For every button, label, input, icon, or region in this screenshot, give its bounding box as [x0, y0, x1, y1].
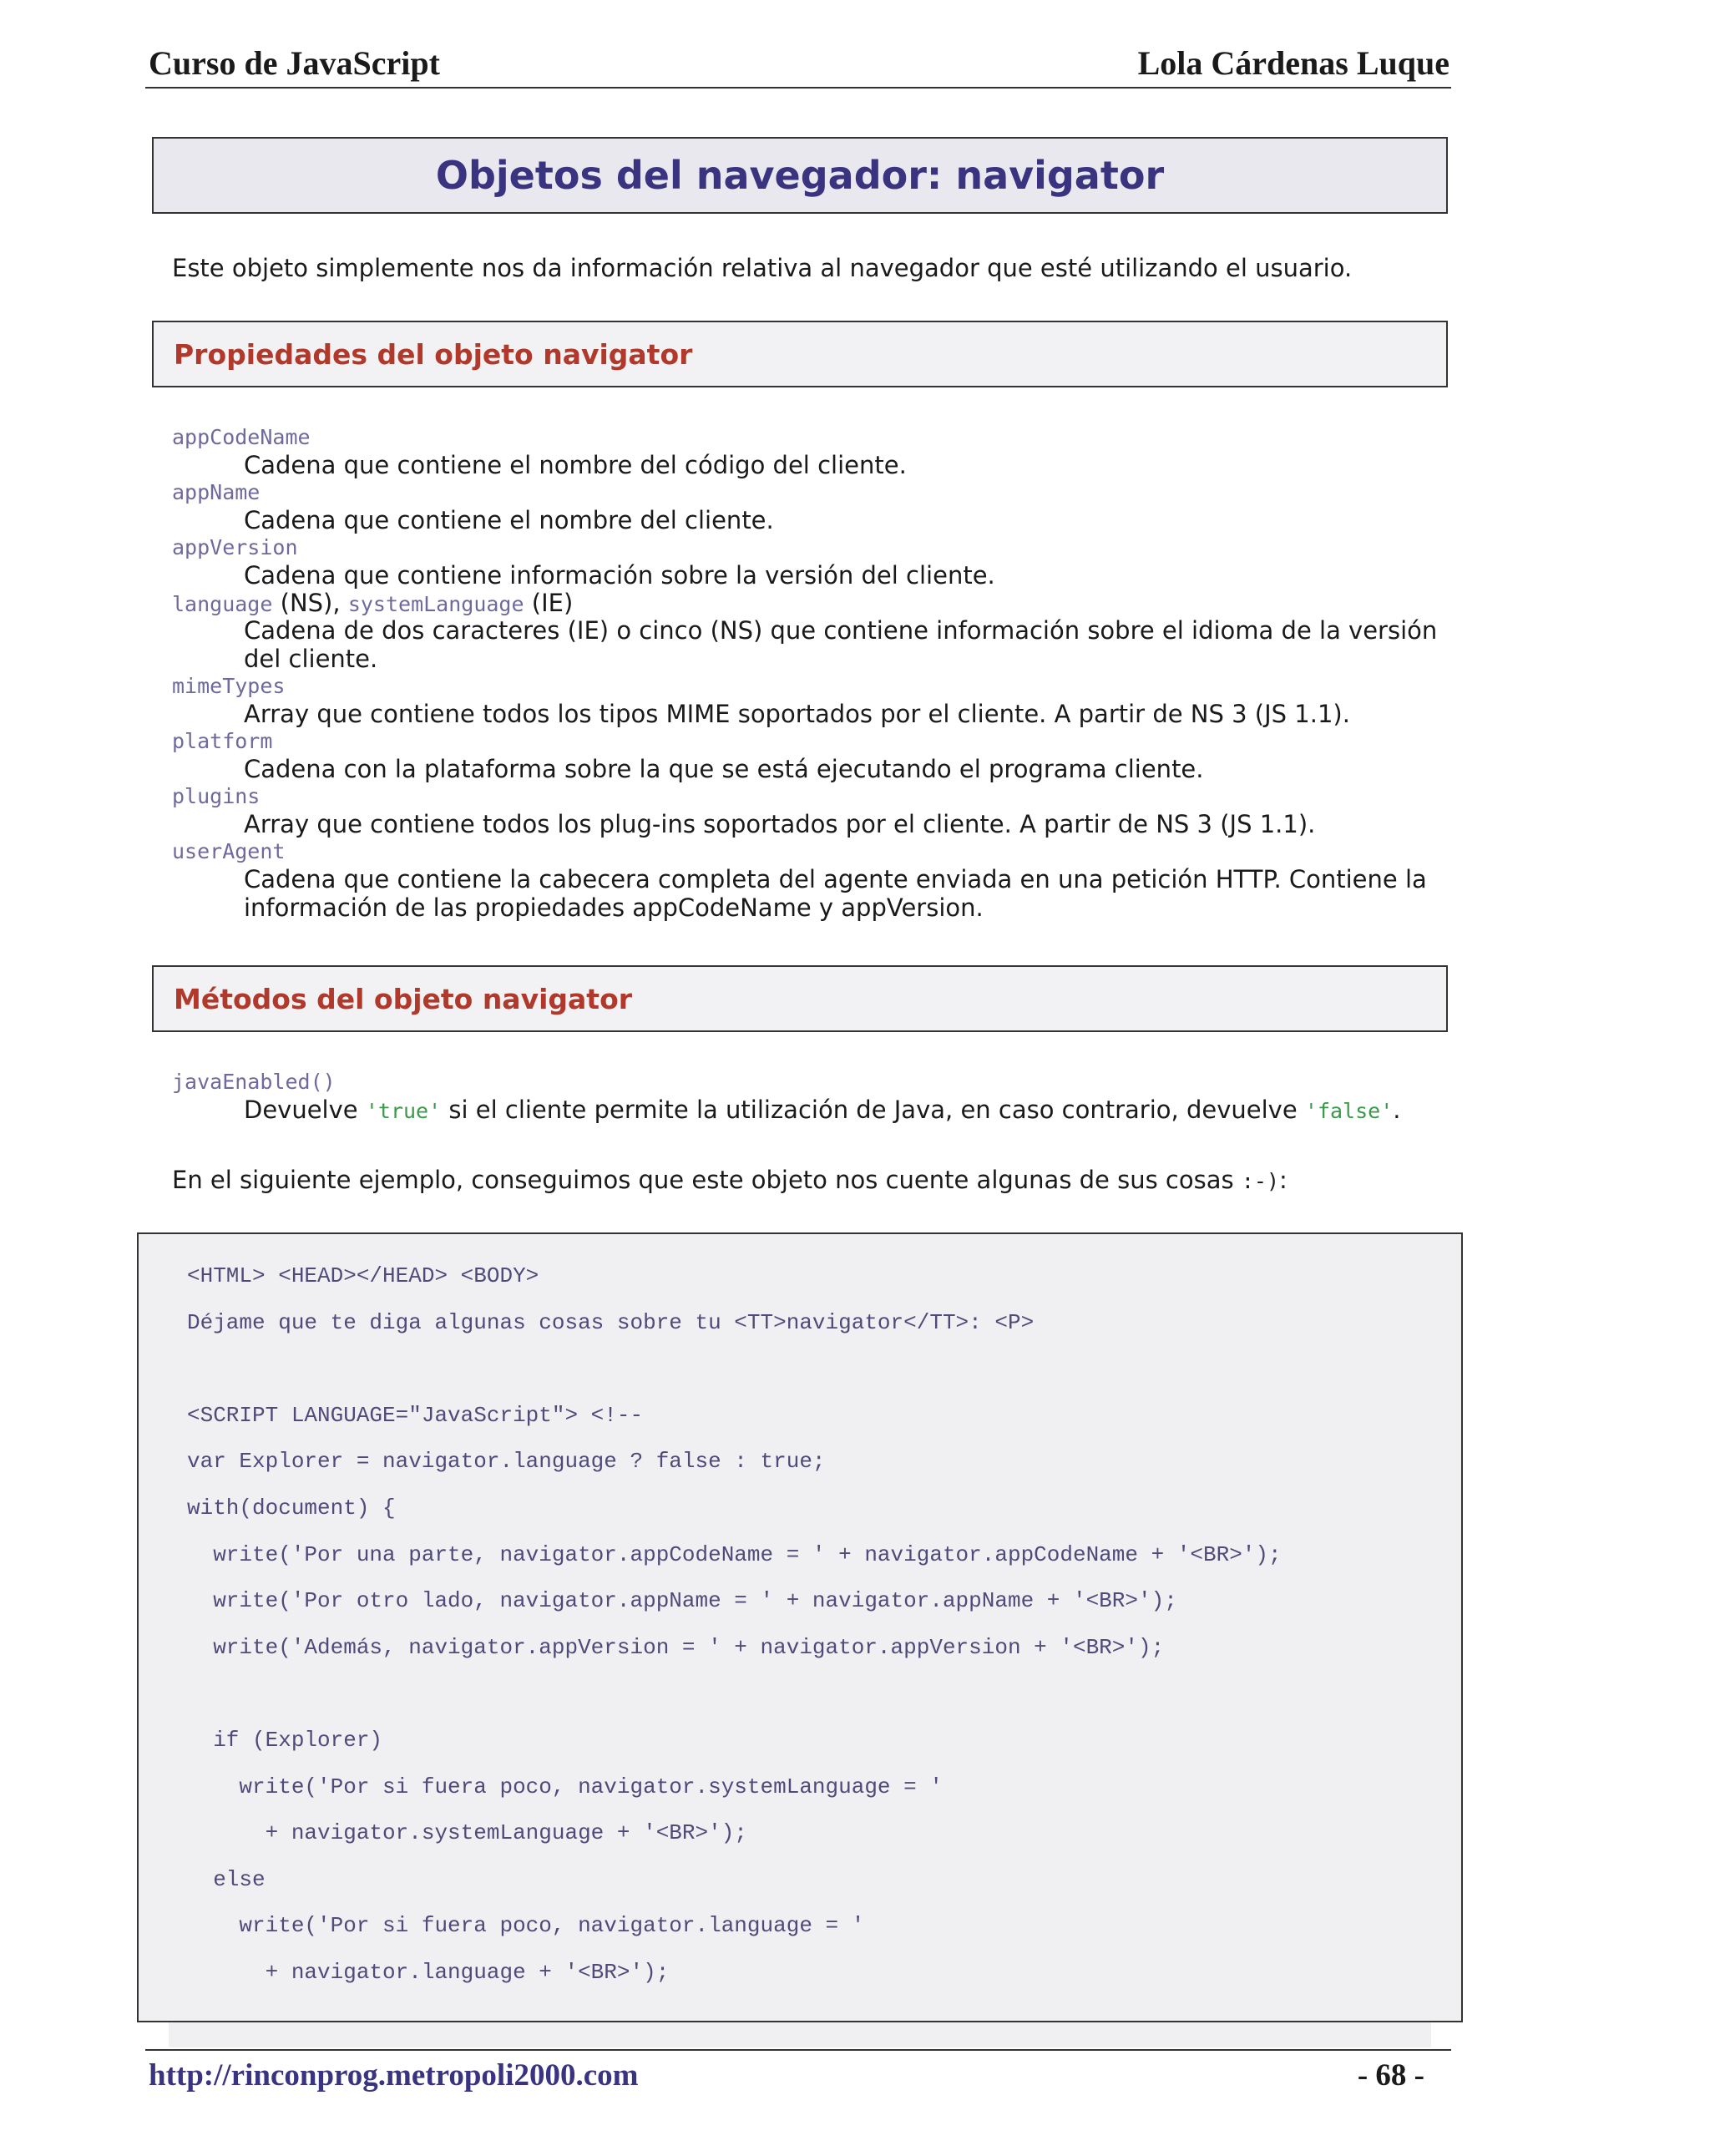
example-intro-text: En el siguiente ejemplo, conseguimos que este objeto nos cuente algunas de sus cosas	[172, 1166, 1242, 1194]
property-term: userAgent	[172, 839, 286, 863]
code-line: + navigator.systemLanguage + '<BR>');	[187, 1820, 747, 1846]
term-suffix-ns: (NS),	[272, 589, 348, 617]
term-language: language	[172, 592, 273, 616]
methods-heading: Métodos del objeto navigator	[174, 982, 633, 1015]
code-line: write('Por una parte, navigator.appCodeName = ' + navigator.appCodeName + '<BR>');	[187, 1541, 1282, 1567]
code-line: write('Además, navigator.appVersion = ' + navigator.appVersion + '<BR>');	[187, 1634, 1165, 1660]
code-line	[187, 1678, 1282, 1725]
code-listing	[187, 1261, 1282, 2004]
running-header-author: Lola Cárdenas Luque	[1137, 44, 1449, 82]
property-description: Array que contiene todos los tipos MIME soportados por el cliente. A partir de NS 3 (JS 1.1).	[244, 700, 1350, 728]
example-intro-end: :	[1279, 1166, 1288, 1194]
property-term: appVersion	[172, 535, 298, 559]
method-desc-c: .	[1393, 1096, 1401, 1124]
property-description: Cadena que contiene el nombre del código del cliente.	[244, 451, 907, 479]
code-line: <HTML> <HEAD></HEAD> <BODY>	[187, 1263, 539, 1288]
methods-list	[172, 1069, 1441, 1126]
method-term: javaEnabled()	[172, 1070, 336, 1094]
code-line: if (Explorer)	[187, 1727, 383, 1753]
code-continuation-strip	[169, 2022, 1431, 2047]
intro-paragraph: Este objeto simplemente nos da información relativa al navegador que esté utilizando el usuario.	[172, 254, 1353, 282]
property-description-cont: información de las propiedades appCodeName y appVersion.	[244, 893, 984, 922]
property-description: Cadena que contiene la cabecera completa del agente enviada en una petición HTTP. Contiene la	[244, 865, 1427, 893]
properties-heading-box	[152, 321, 1448, 387]
title-box	[152, 137, 1448, 214]
code-line: write('Por si fuera poco, navigator.systemLanguage = '	[187, 1774, 943, 1799]
properties-list	[172, 424, 1441, 922]
property-description: Array que contiene todos los plug-ins soportados por el cliente. A partir de NS 3 (JS 1.1).	[244, 810, 1316, 838]
property-term-language	[172, 590, 1441, 616]
footer-rule	[145, 2049, 1451, 2051]
page-title: Objetos del navegador: navigator	[435, 153, 1165, 198]
code-line: var Explorer = navigator.language ? false : true;	[187, 1449, 826, 1475]
property-term: appName	[172, 480, 261, 504]
code-line: write('Por si fuera poco, navigator.language = '	[187, 1913, 865, 1939]
properties-heading: Propiedades del objeto navigator	[174, 337, 693, 371]
running-header-course: Curso de JavaScript	[149, 44, 440, 82]
method-desc-b: si el cliente permite la utilización de Java, en caso contrario, devuelve	[441, 1096, 1305, 1124]
property-description-cont: del cliente.	[244, 645, 378, 673]
smiley: :-)	[1241, 1169, 1279, 1193]
property-description: Cadena con la plataforma sobre la que se está ejecutando el programa cliente.	[244, 755, 1204, 783]
method-description	[172, 1096, 1441, 1126]
code-line: + navigator.language + '<BR>');	[187, 1959, 670, 1985]
property-term: appCodeName	[172, 425, 311, 449]
footer-url: http://rinconprog.metropoli2000.com	[149, 2058, 639, 2093]
property-term: mimeTypes	[172, 674, 286, 698]
code-line	[187, 1354, 1282, 1400]
code-line: else	[187, 1866, 266, 1892]
code-line: write('Por otro lado, navigator.appName = ' + navigator.appName + '<BR>');	[187, 1588, 1177, 1614]
property-description: Cadena que contiene información sobre la versión del cliente.	[244, 561, 995, 590]
term-suffix-ie: (IE)	[524, 589, 574, 617]
literal-false: 'false'	[1304, 1099, 1394, 1123]
code-line: <SCRIPT LANGUAGE="JavaScript"> <!--	[187, 1402, 644, 1428]
page-number: - 68 -	[1357, 2058, 1424, 2093]
code-line: with(document) {	[187, 1495, 396, 1521]
property-term: platform	[172, 729, 273, 753]
example-intro	[172, 1166, 1288, 1194]
method-desc-a: Devuelve	[244, 1096, 366, 1124]
term-system-language: systemLanguage	[347, 592, 524, 616]
code-line: Déjame que te diga algunas cosas sobre tu <TT>navigator</TT>: <P>	[187, 1309, 1035, 1335]
literal-true: 'true'	[365, 1099, 442, 1123]
property-term: plugins	[172, 784, 261, 808]
methods-heading-box	[152, 965, 1448, 1032]
property-description: Cadena que contiene el nombre del cliente.	[244, 506, 774, 534]
header-rule	[145, 87, 1451, 89]
property-description: Cadena de dos caracteres (IE) o cinco (NS) que contiene información sobre el idioma de la versión	[244, 616, 1438, 645]
